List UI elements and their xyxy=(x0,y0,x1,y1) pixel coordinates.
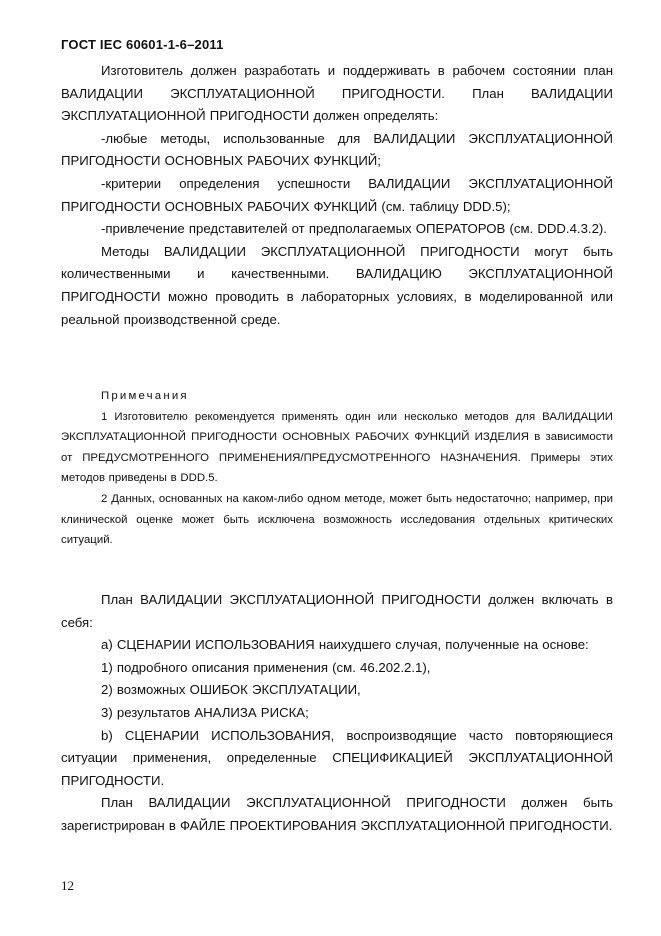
notes-heading: Примечания xyxy=(101,390,189,402)
list-item: а) СЦЕНАРИИ ИСПОЛЬЗОВАНИЯ наихудшего случая, полученные на основе: xyxy=(101,637,589,653)
list-item: -критерии определения успешности ВАЛИДАЦИИ ЭКСПЛУАТАЦИОННОЙ ПРИГОДНОСТИ ОСНОВНЫХ РАБОЧИХ ФУНКЦИЙ (см. таблицу DDD.5); xyxy=(61,175,613,214)
paragraph: План ВАЛИДАЦИИ ЭКСПЛУАТАЦИОННОЙ ПРИГОДНОСТИ должен включать в себя: xyxy=(61,592,613,630)
list-item: -любые методы, использованные для ВАЛИДАЦИИ ЭКСПЛУАТАЦИОННОЙ ПРИГОДНОСТИ ОСНОВНЫХ РАБОЧИХ ФУНКЦИЙ; xyxy=(61,130,613,169)
list-item: 2) возможных ОШИБОК ЭКСПЛУАТАЦИИ, xyxy=(101,682,361,698)
paragraph: Изготовитель должен разработать и поддерживать в рабочем состоянии план ВАЛИДАЦИИ ЭКСПЛУАТАЦИОННОЙ ПРИГОДНОСТИ. План ВАЛИДАЦИИ ЭКСПЛУАТАЦИОННОЙ ПРИГОДНОСТИ должен определять: xyxy=(61,63,613,124)
notes-section xyxy=(61,386,613,551)
section-plan-contents xyxy=(61,589,613,838)
document-code: ГОСТ IEC 60601-1-6–2011 xyxy=(61,37,224,52)
note-item: 1 Изготовителю рекомендуется применять один или несколько методов для ВАЛИДАЦИИ ЭКСПЛУАТАЦИОННОЙ ПРИГОДНОСТИ ОСНОВНЫХ РАБОЧИХ ФУНКЦИЙ ИЗДЕЛИЯ в зависимости от ПРЕДУСМОТРЕННОГО ПРИМЕНЕНИЯ/ПРЕДУСМОТРЕННОГО НАЗНАЧЕНИЯ. Примеры этих методов приведены в DDD.5. xyxy=(61,410,613,485)
list-item: -привлечение представителей от предполагаемых ОПЕРАТОРОВ (см. DDD.4.3.2). xyxy=(101,221,607,237)
list-item: 3) результатов АНАЛИЗА РИСКА; xyxy=(101,704,309,720)
list-item: 1) подробного описания применения (см. 46.202.2.1), xyxy=(101,659,431,675)
list-item: b) СЦЕНАРИИ ИСПОЛЬЗОВАНИЯ, воспроизводящие часто повторяющиеся ситуации применения, определенные СПЕЦИФИКАЦИЕЙ ЭКСПЛУАТАЦИОННОЙ ПРИГОДНОСТИ. xyxy=(61,727,613,788)
paragraph: Методы ВАЛИДАЦИИ ЭКСПЛУАТАЦИОННОЙ ПРИГОДНОСТИ могут быть количественными и качественными. ВАЛИДАЦИЮ ЭКСПЛУАТАЦИОННОЙ ПРИГОДНОСТИ можно проводить в лабораторных условиях, в моделированной или реальной производственной среде. xyxy=(61,243,613,327)
note-item: 2 Данных, основанных на каком-либо одном методе, может быть недостаточно; например, при клинической оценке может быть исключена возможность исследования отдельных критических ситуаций. xyxy=(61,492,613,547)
paragraph: План ВАЛИДАЦИИ ЭКСПЛУАТАЦИОННОЙ ПРИГОДНОСТИ должен быть зарегистрирован в ФАЙЛЕ ПРОЕКТИРОВАНИЯ ЭКСПЛУАТАЦИОННОЙ ПРИГОДНОСТИ. xyxy=(61,795,613,833)
section-validation-plan xyxy=(61,60,613,331)
page-number: 12 xyxy=(61,878,74,893)
